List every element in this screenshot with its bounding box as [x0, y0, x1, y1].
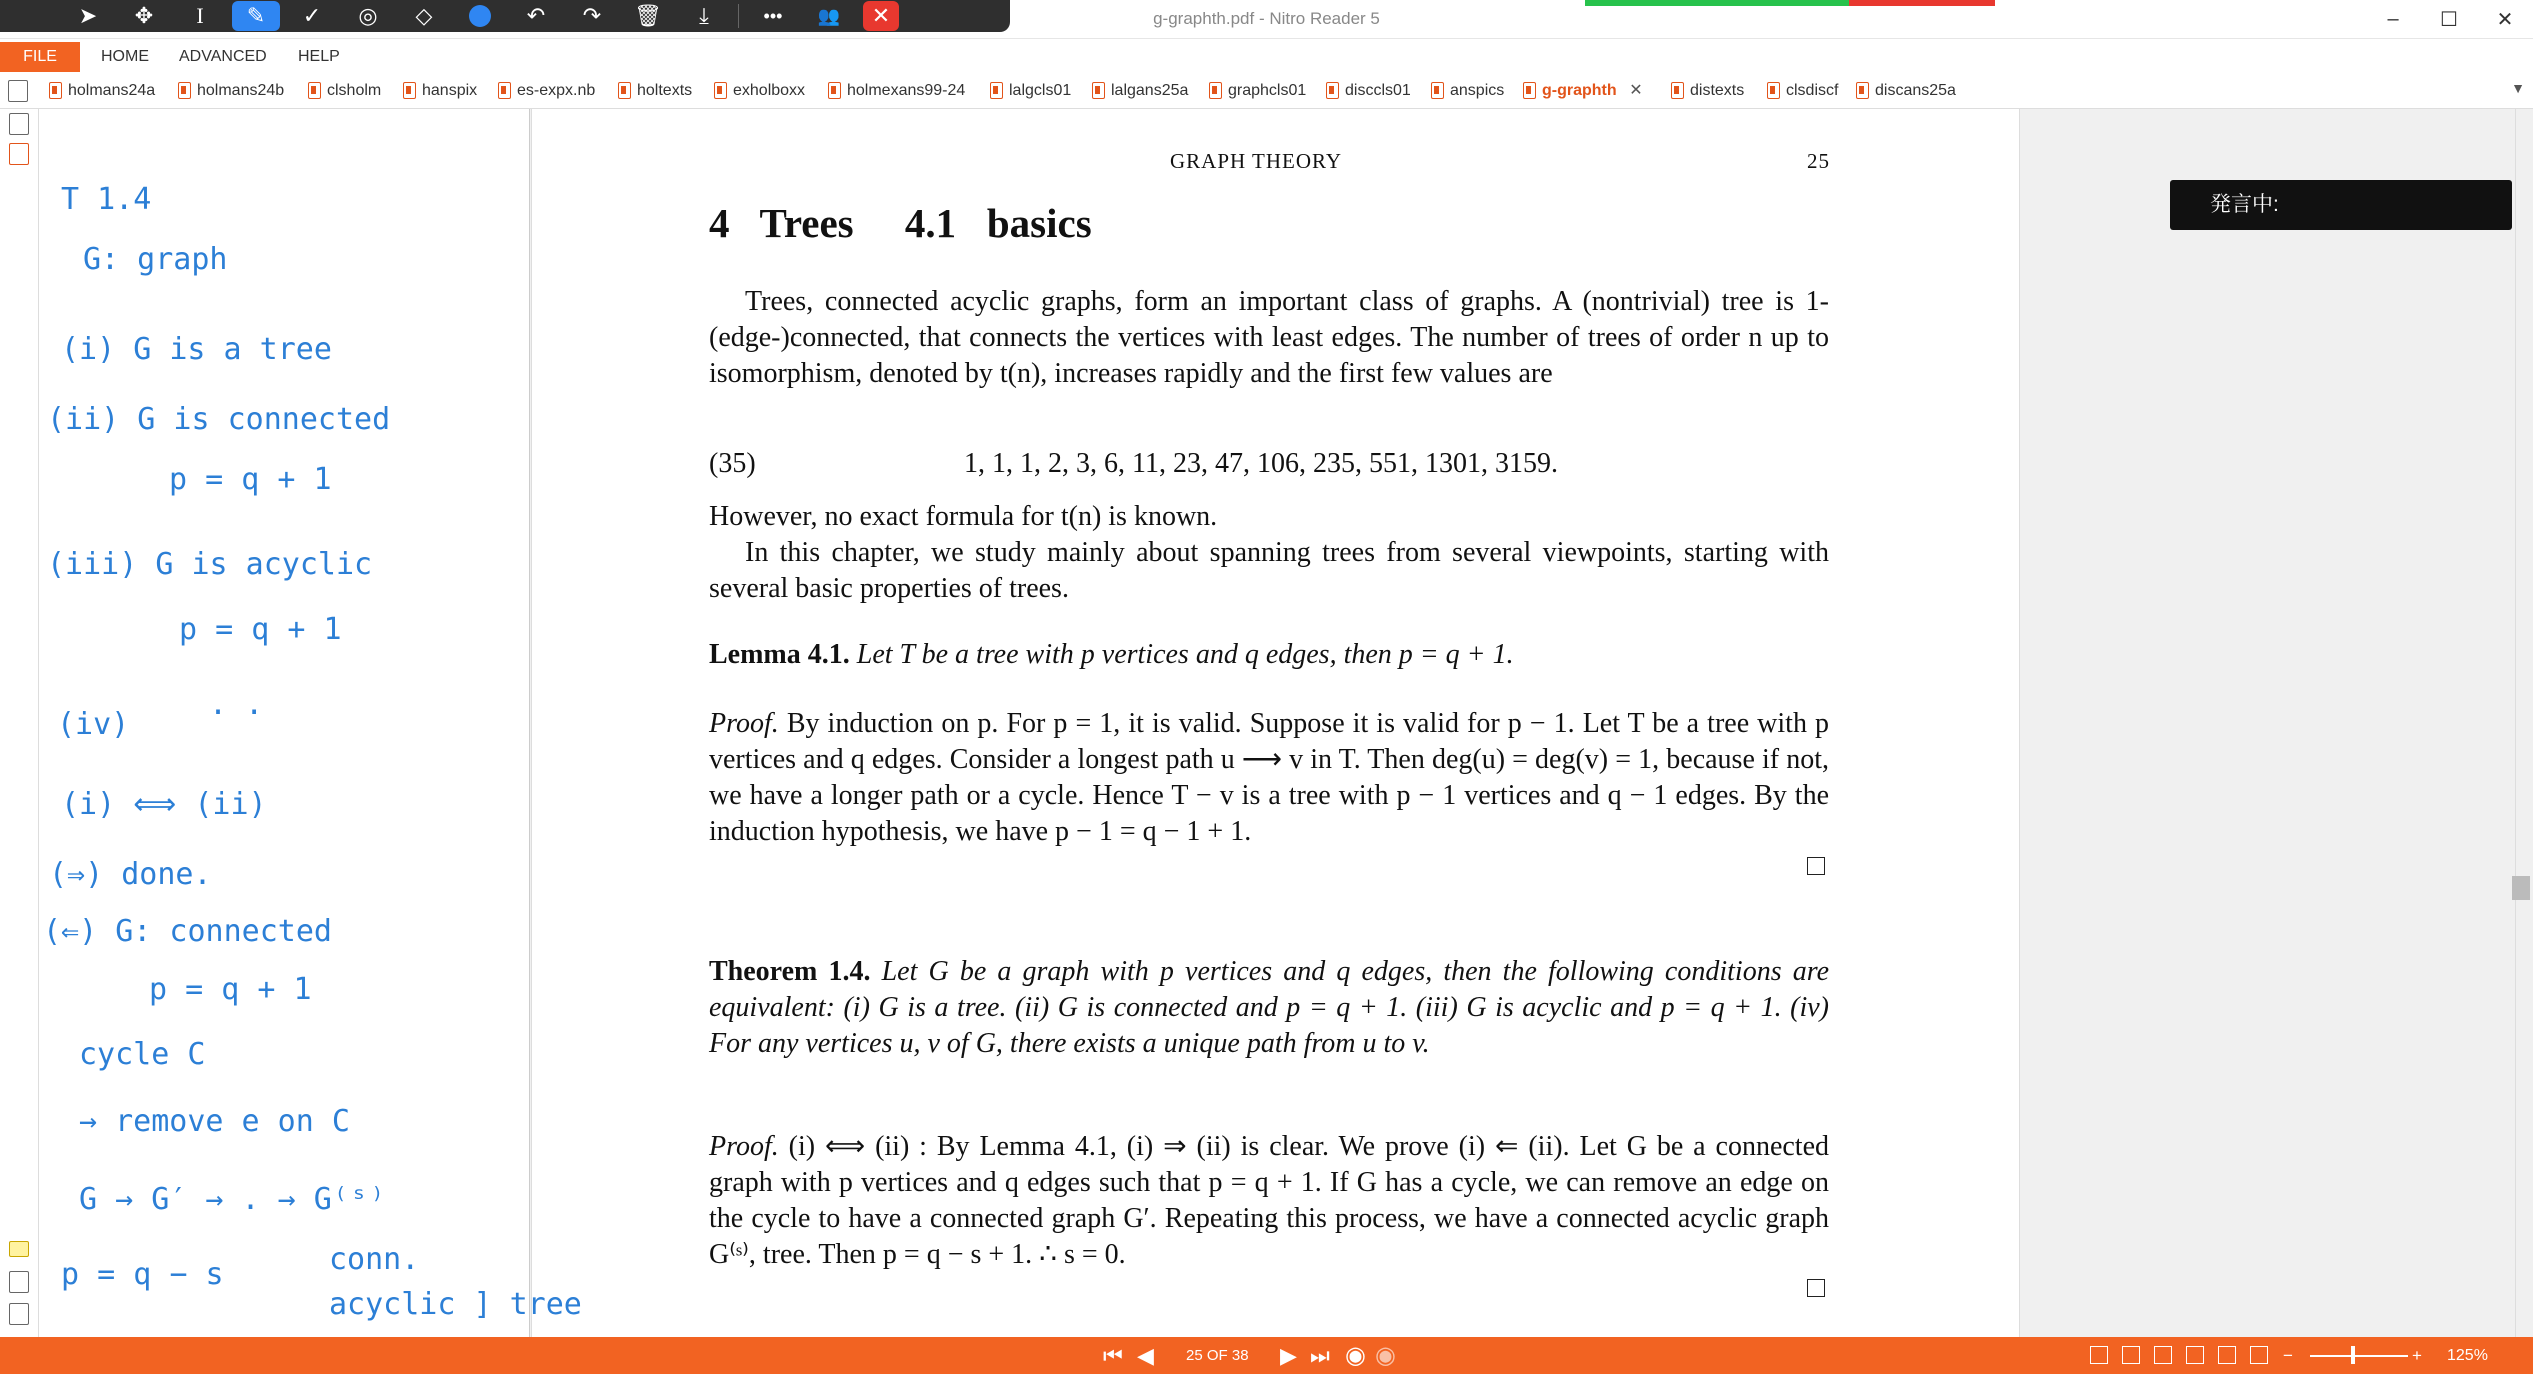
redo-icon[interactable]: ↷ — [582, 3, 602, 28]
pdf-file-icon — [1209, 82, 1222, 99]
note-line: p = q + 1 — [179, 612, 342, 647]
tab-g-graphth[interactable]: g-graphth ✕ — [1520, 78, 1617, 104]
intro-paragraph: Trees, connected acyclic graphs, form an important class of graphs. A (nontrivial) tree is 1-(edge-)connected, that connects the vertices with least edges. The number of trees of order n up to isomorphism, denoted by t(n), increases rapidly and the first few values are — [709, 286, 1829, 389]
attachments-icon[interactable] — [9, 113, 29, 135]
note-line: cycle C — [79, 1037, 206, 1072]
tab-lalgcls01[interactable]: lalgcls01 — [987, 78, 1071, 104]
pan-icon[interactable]: ✥ — [134, 3, 154, 28]
note-line: (⇐) G: connected — [43, 914, 332, 949]
chapter-overview: In this chapter, we study mainly about spanning trees from several viewpoints, starting with several basic properties of trees. — [709, 537, 1829, 604]
tab-discans25a[interactable]: discans25a — [1853, 78, 1956, 104]
tab-exholboxx[interactable]: exholboxx — [711, 78, 805, 104]
window-controls — [2365, 0, 2533, 38]
menu-help[interactable]: HELP — [298, 48, 340, 65]
note-line: (i) ⟺ (ii) — [61, 787, 267, 822]
pdf-file-icon — [1523, 82, 1536, 99]
forward-view-icon[interactable]: ◉ — [1375, 1342, 1396, 1369]
note-line: . . — [209, 687, 264, 722]
delete-icon[interactable]: 🗑 — [634, 3, 662, 28]
qed-box — [1807, 857, 1825, 875]
status-bar — [0, 1337, 2533, 1374]
chapter-heading: 4 Trees 4.1 basics — [709, 200, 1092, 246]
close-toolbar-icon[interactable]: ✕ — [863, 1, 899, 31]
pen-icon[interactable]: ✎ — [232, 1, 280, 31]
note-line: p = q + 1 — [169, 462, 332, 497]
equation-label: (35) — [709, 448, 756, 479]
pdf-file-icon — [178, 82, 191, 99]
note-line: (iv) — [57, 707, 130, 742]
progress-bar-red — [1849, 0, 1995, 6]
prev-page-icon[interactable]: ◀ — [1137, 1343, 1154, 1368]
zoom-slider-track[interactable] — [2310, 1355, 2408, 1357]
stamp-icon[interactable]: ◎ — [358, 3, 378, 28]
note-line: (i) G is a tree — [61, 332, 332, 367]
tab-clsholm[interactable]: clsholm — [305, 78, 381, 104]
note-line: p = q − s — [61, 1257, 224, 1292]
equation-values: 1, 1, 1, 2, 3, 6, 11, 23, 47, 106, 235, 551, 1301, 3159. — [964, 448, 1558, 479]
next-page-icon[interactable]: ▶ — [1280, 1343, 1297, 1368]
toolbar-divider — [738, 4, 739, 28]
eraser-icon[interactable]: ◇ — [415, 3, 433, 28]
note-line: acyclic ] tree — [329, 1287, 582, 1322]
note-line: → remove e on C — [79, 1104, 350, 1139]
pdf-file-icon — [714, 82, 727, 99]
note-line: (iii) G is acyclic — [47, 547, 373, 582]
proof-lemma — [709, 706, 1829, 850]
page-number: 25 — [1807, 149, 1830, 173]
zoom-slider-thumb[interactable] — [2351, 1346, 2355, 1364]
tab-lalgans25a[interactable]: lalgans25a — [1089, 78, 1188, 104]
tab-close-icon[interactable]: ✕ — [1629, 82, 1643, 99]
proof-theorem — [709, 1129, 1829, 1273]
menu-file[interactable]: FILE — [0, 42, 80, 72]
note-line: (⇒) done. — [49, 857, 212, 892]
pdf-file-icon — [498, 82, 511, 99]
pdf-file-icon — [403, 82, 416, 99]
lemma-title: Lemma 4.1. — [709, 639, 850, 670]
note-line: G: graph — [83, 242, 228, 277]
running-header: GRAPH THEORY — [1170, 149, 1343, 173]
fit-width-icon[interactable] — [2218, 1346, 2236, 1364]
facing-continuous-icon[interactable] — [2186, 1346, 2204, 1364]
pdf-file-icon — [1092, 82, 1105, 99]
ribbon-menu — [0, 42, 2533, 72]
proof-title: Proof. — [709, 1131, 779, 1162]
comments-icon[interactable] — [9, 1241, 29, 1257]
pdf-file-icon — [308, 82, 321, 99]
maximize-button[interactable]: ☐ — [2440, 8, 2458, 31]
minimize-button[interactable]: – — [2387, 7, 2399, 30]
tab-clsdiscf[interactable]: clsdiscf — [1764, 78, 1838, 104]
theorem-body: Let G be a graph with p vertices and q edges, then the following conditions are equivalent: (i) G is a tree. (ii) G is connected and p = q + 1. (iii) G is acyclic and p = q + 1. (iv) For any vertices u, v of G, there exists a unique path from u to v. — [709, 956, 1829, 1059]
tab-holtexts[interactable]: holtexts — [615, 78, 692, 104]
text-select-icon[interactable]: I — [196, 3, 204, 28]
back-view-icon[interactable]: ◉ — [1345, 1342, 1366, 1369]
tab-holmans24a[interactable]: holmans24a — [46, 78, 155, 104]
continuous-page-icon[interactable] — [2122, 1346, 2140, 1364]
undo-icon[interactable]: ↶ — [526, 3, 546, 28]
tab-hanspix[interactable]: hanspix — [400, 78, 477, 104]
pdf-file-icon — [1856, 82, 1869, 99]
zoom-level[interactable]: 125% — [2447, 1347, 2488, 1364]
note-line: G → G′ → . → G⁽ˢ⁾ — [79, 1182, 387, 1217]
layers-icon[interactable] — [9, 1303, 29, 1325]
pdf-file-icon — [1767, 82, 1780, 99]
more-icon[interactable]: ••• — [763, 5, 783, 26]
handwritten-notes — [39, 109, 659, 1337]
check-icon[interactable]: ✓ — [302, 3, 322, 28]
speaking-indicator: 発言中: — [2170, 180, 2512, 230]
proof-title: Proof. — [709, 708, 779, 739]
pdf-file-icon — [618, 82, 631, 99]
annotation-toolbar — [0, 0, 1010, 32]
window-title: g-graphth.pdf - Nitro Reader 5 — [1153, 9, 1380, 28]
zoom-out-button[interactable]: − — [2283, 1346, 2293, 1365]
left-panel-strip — [0, 109, 39, 1337]
tab-holmans24b[interactable]: holmans24b — [175, 78, 284, 104]
proof-body: (i) ⟺ (ii) : By Lemma 4.1, (i) ⇒ (ii) is clear. We prove (i) ⇐ (ii). Let G be a connected graph with p vertices and q edges such that p = q + 1. If G has a cycle, we can remove an edge on the cycle to have a connected graph G′. Repeating this process, we have a connected acyclic graph G⁽ˢ⁾, tree. Then p = q − s + 1. ∴ s = 0. — [709, 1131, 1830, 1270]
note-line: (ii) G is connected — [47, 402, 391, 437]
note-line: conn. — [329, 1242, 420, 1277]
scrollbar-thumb[interactable] — [2512, 876, 2530, 900]
tab-distexts[interactable]: distexts — [1668, 78, 1744, 104]
theorem-title: Theorem 1.4. — [709, 956, 871, 987]
pdf-page — [531, 109, 2020, 1337]
pointer-icon[interactable]: ➤ — [78, 3, 98, 28]
tab-holmexans99-24[interactable]: holmexans99-24 — [825, 78, 965, 104]
bookmarks-icon[interactable] — [9, 143, 29, 165]
note-line: T 1.4 — [61, 182, 152, 217]
tab-anspics[interactable]: anspics — [1428, 78, 1504, 104]
pdf-file-icon — [1671, 82, 1684, 99]
tab-es-expx[interactable]: es-expx.nb — [495, 78, 595, 104]
menu-home[interactable]: HOME — [101, 48, 149, 65]
pdf-file-icon — [1431, 82, 1444, 99]
pages-icon[interactable] — [8, 80, 28, 102]
tab-list-chevron-icon[interactable]: ▼ — [2511, 80, 2525, 96]
fit-page-icon[interactable] — [2250, 1346, 2268, 1364]
page-indicator[interactable]: 25 OF 38 — [1186, 1347, 1249, 1364]
pdf-file-icon — [49, 82, 62, 99]
attachment-clip-icon[interactable] — [9, 1271, 29, 1293]
pdf-file-icon — [1326, 82, 1339, 99]
document-tab-bar — [0, 74, 2533, 109]
close-window-button[interactable]: ✕ — [2496, 8, 2514, 31]
menu-advanced[interactable]: ADVANCED — [179, 48, 267, 65]
vertical-scrollbar[interactable] — [2515, 109, 2533, 1337]
progress-bar-green — [1585, 0, 1849, 6]
download-icon[interactable]: ⤓ — [699, 3, 709, 28]
single-page-icon[interactable] — [2090, 1346, 2108, 1364]
people-icon[interactable]: 👥 — [817, 5, 841, 26]
theorem — [709, 954, 1829, 1062]
tab-graphcls01[interactable]: graphcls01 — [1206, 78, 1306, 104]
zoom-in-button[interactable]: + — [2412, 1346, 2422, 1365]
lemma — [709, 637, 1829, 673]
first-page-icon[interactable]: ⏮ — [1103, 1343, 1123, 1368]
proof-body: By induction on p. For p = 1, it is valid. Suppose it is valid for p − 1. Let T be a tree with p vertices and q edges. Consider a longest path u ⟶ v in T. Then deg(u) = deg(v) = 1, because if not, we have a longer path or a cycle. Hence T − v is a tree with p − 1 vertices and q − 1 edges. By the induction hypothesis, we have p − 1 = q − 1 + 1. — [709, 708, 1830, 847]
tab-disccls01[interactable]: disccls01 — [1323, 78, 1411, 104]
facing-page-icon[interactable] — [2154, 1346, 2172, 1364]
pdf-file-icon — [828, 82, 841, 99]
qed-box — [1807, 1279, 1825, 1297]
note-line: p = q + 1 — [149, 972, 312, 1007]
pdf-file-icon — [990, 82, 1003, 99]
color-icon[interactable] — [452, 0, 508, 32]
however-line: However, no exact formula for t(n) is known. — [709, 501, 1218, 532]
lemma-body: Let T be a tree with p vertices and q edges, then p = q + 1. — [856, 639, 1514, 670]
last-page-icon[interactable]: ⏭ — [1310, 1343, 1330, 1368]
canvas-margin — [2019, 109, 2515, 1337]
color-dot-icon — [469, 5, 491, 27]
